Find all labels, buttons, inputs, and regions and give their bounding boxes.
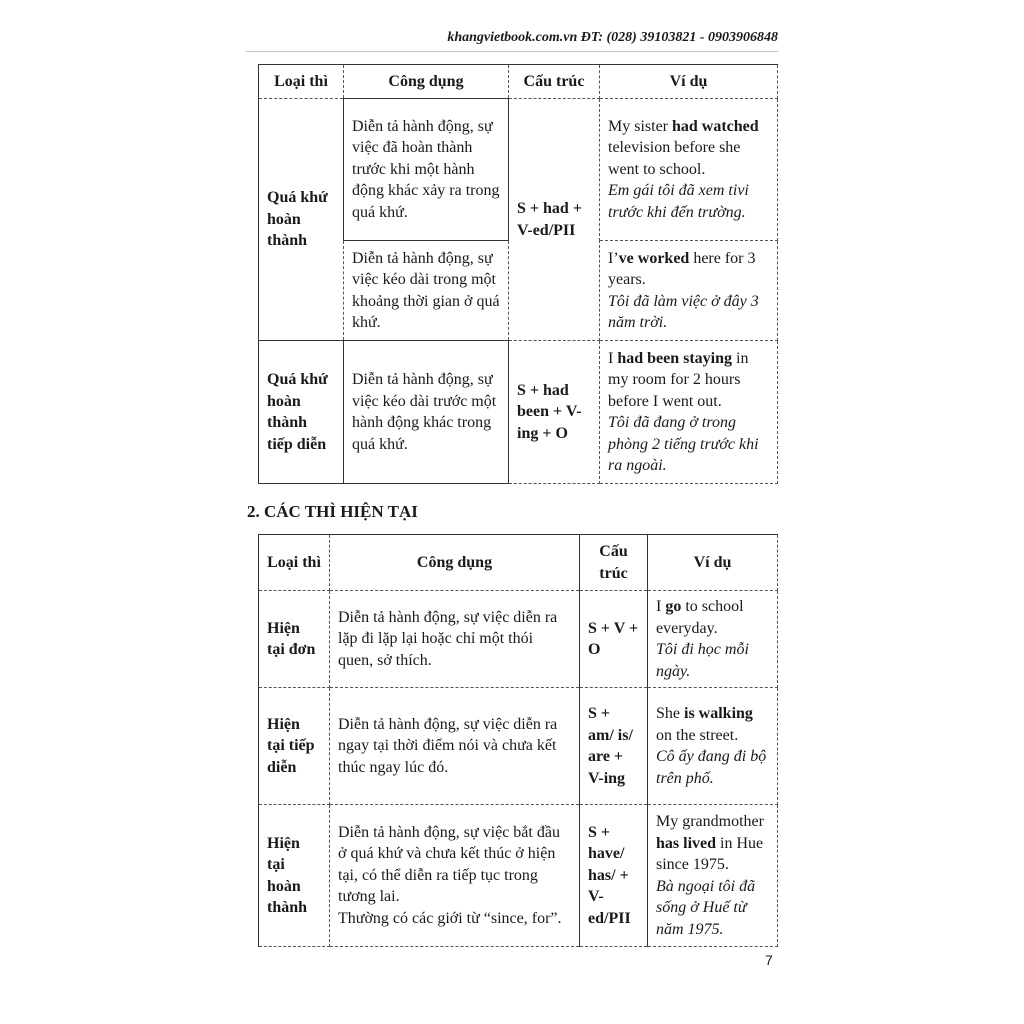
header-structure: Cấu trúc (580, 535, 648, 591)
section-title: 2. CÁC THÌ HIỆN TẠI (247, 502, 418, 521)
tense-name: Hiện tại đơn (259, 591, 330, 688)
usage-cell: Diễn tả hành động, sự việc đã hoàn thành trước khi một hành động khác xảy ra trong quá khứ. (344, 99, 509, 241)
header-tense: Loại thì (259, 65, 344, 99)
header-structure: Cấu trúc (509, 65, 600, 99)
usage-cell: Diễn tả hành động, sự việc diễn ra lặp đi lặp lại hoặc chỉ một thói quen, sở thích. (330, 591, 580, 688)
usage-cell: Diễn tả hành động, sự việc kéo dài trong một khoảng thời gian ở quá khứ. (344, 241, 509, 341)
structure-cell: S + had + V-ed/PII (509, 99, 600, 341)
header-example: Ví dụ (600, 65, 778, 99)
example-cell: She is walking on the street. Cô ấy đang đi bộ trên phố. (648, 688, 778, 805)
table-row (259, 805, 778, 947)
structure-cell: S + am/ is/ are + V-ing (580, 688, 648, 805)
page-header: khangvietbook.com.vn ĐT: (028) 39103821 - 0903906848 (246, 30, 778, 52)
structure-cell: S + had been + V-ing + O (509, 341, 600, 484)
structure-cell: S + have/ has/ + V-ed/PII (580, 805, 648, 947)
header-usage: Công dụng (344, 65, 509, 99)
example-cell: My grandmother has lived in Hue since 1975. Bà ngoại tôi đã sống ở Huế từ năm 1975. (648, 805, 778, 947)
example-cell: I had been staying in my room for 2 hours before I went out. Tôi đã đang ở trong phòng 2 tiếng trước khi ra ngoài. (600, 341, 778, 484)
usage-cell: Diễn tả hành động, sự việc bắt đầu ở quá khứ và chưa kết thúc ở hiện tại, có thể diễn ra tiếp tục trong tương lai. Thường có các giới từ “since, for”. (330, 805, 580, 947)
structure-cell: S + V + O (580, 591, 648, 688)
usage-cell: Diễn tả hành động, sự việc diễn ra ngay tại thời điểm nói và chưa kết thúc ngay lúc đó. (330, 688, 580, 805)
example-cell: I’ve worked here for 3 years. Tôi đã làm việc ở đây 3 năm trời. (600, 241, 778, 341)
page-number: 7 (765, 952, 773, 968)
table-header-row (259, 535, 778, 591)
tense-name: Quá khứ hoàn thành (259, 99, 344, 341)
usage-cell: Diễn tả hành động, sự việc kéo dài trước một hành động khác trong quá khứ. (344, 341, 509, 484)
header-usage: Công dụng (330, 535, 580, 591)
table-row (259, 591, 778, 688)
present-tenses-table (258, 534, 778, 947)
header-example: Ví dụ (648, 535, 778, 591)
example-cell: I go to school everyday. Tôi đi học mỗi ngày. (648, 591, 778, 688)
table-row (259, 99, 778, 241)
example-cell: My sister had watched television before she went to school. Em gái tôi đã xem tivi trước khi đến trường. (600, 99, 778, 241)
tense-name: Hiện tại hoàn thành (259, 805, 330, 947)
table-row (259, 688, 778, 805)
table-row (259, 341, 778, 484)
past-tenses-table (258, 64, 778, 484)
table-header-row (259, 65, 778, 99)
tense-name: Quá khứ hoàn thành tiếp diễn (259, 341, 344, 484)
header-tense: Loại thì (259, 535, 330, 591)
tense-name: Hiện tại tiếp diễn (259, 688, 330, 805)
